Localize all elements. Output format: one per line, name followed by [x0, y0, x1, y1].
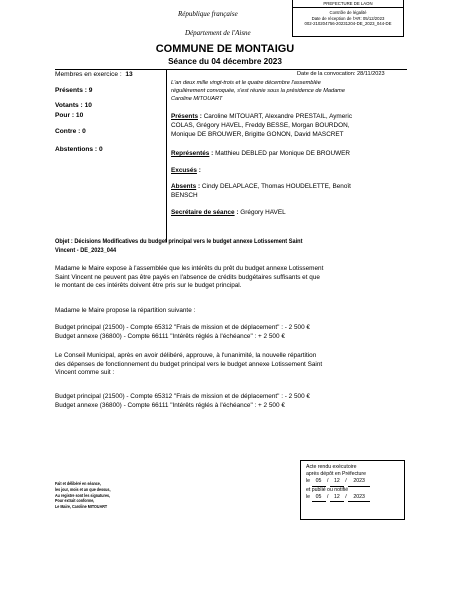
membres-en-exercice: Membres en exercice : 13	[55, 71, 133, 78]
acte-line4: et publié ou notifié	[306, 486, 349, 493]
seance-date: Séance du 04 décembre 2023	[168, 57, 282, 66]
prefecture-stamp	[292, 0, 404, 37]
absents-list: Absents : Cindy DELAPLACE, Thomas HOUDELETTE, Benoît BENSCH	[171, 183, 351, 199]
excuses-list: Excusés :	[171, 167, 201, 174]
acte-line2: après dépôt en Préfecture	[306, 471, 366, 478]
signature-block: Fait et délibéré en séance, les jour, mois et an que dessus, Au registre sont les signatures, Pour extrait conforme, Le Maire, Caroline MITOUART	[55, 481, 111, 510]
header-divider	[55, 69, 407, 70]
date-convocation: Date de la convocation: 28/11/2023	[297, 71, 385, 77]
session-intro: L'an deux mille vingt-trois et le quatre décembre l'assemblée régulièrement convoquée, s'est réunie sous la présidence de Madame Caroline MITOUART	[171, 80, 345, 102]
republique-francaise: République française	[178, 10, 238, 18]
pour-count: Pour : 10	[55, 112, 84, 119]
stamp-date-reception: Date de réception de l'AR: 05/12/2023	[311, 15, 385, 21]
acte-date-depot: le 05 / 12 / 2023	[306, 478, 404, 486]
departement: Département de l'Aisne	[185, 29, 251, 37]
secretaire-seance: Secrétaire de séance : Grégory HAVEL	[171, 209, 286, 216]
stamp-reference: 002-210204756-20231204-DE_2023_044-DE	[304, 21, 392, 27]
paragraph-repartition-adoptee: Budget principal (21500) - Compte 65312 "Frais de mission et de déplacement" : - 2 500 € Budget annexe (36800) - Compte 66111 "Intérêts réglés à l'échéance" : + 2 500 €	[55, 393, 310, 409]
presents-list: Présents : Caroline MITOUART, Alexandre PRESTAIL, Aymeric COLAS, Grégory HAVEL, Freddy BESSE, Morgan BOURDON, Monique DE BROUWER, Brigitte GONON, David MASCRET	[171, 113, 353, 138]
commune-title: COMMUNE DE MONTAIGU	[155, 43, 295, 55]
paragraph-repartition-proposee: Budget principal (21500) - Compte 65312 "Frais de mission et de déplacement" : - 2 500 € Budget annexe (36800) - Compte 66111 "Intérêts réglés à l'échéance" : + 2 500 €	[55, 324, 310, 340]
deliberation-subject: Objet : Décisions Modificatives du budget principal vers le budget annexe Lotissement Saint Vincent - DE_2023_044	[55, 238, 303, 254]
presents-count: Présents : 9	[55, 87, 93, 94]
paragraph-expose: Madame le Maire expose à l'assemblée que les intérêts du prêt du budget annexe Lotissement Saint Vincent ne peuvent pas être payés en l'absence de crédits budgétaires suffisants et que le montant de ces intérêts doivent être pris sur le budget principal.	[55, 265, 324, 290]
acte-executoire-box	[300, 460, 405, 520]
contre-count: Contre : 0	[55, 128, 86, 135]
acte-line1: Acte rendu exécutoire	[306, 464, 357, 470]
abstentions-count: Abstentions : 0	[55, 146, 103, 153]
votants-count: Votants : 10	[55, 102, 92, 109]
paragraph-proposition: Madame le Maire propose la répartition suivante :	[55, 307, 196, 314]
paragraph-decision: Le Conseil Municipal, après en avoir délibéré, approuve, à l'unanimité, la nouvelle répartition des dépenses de fonctionnement du budget principal vers le budget annexe Lotissement Saint Vincent comme suit :	[55, 352, 323, 377]
acte-date-publication: le 05 / 12 / 2023	[306, 494, 404, 502]
column-divider	[166, 69, 167, 242]
stamp-controle: Contrôle de légalité	[329, 10, 367, 15]
stamp-prefecture: PREFECTURE DE LAON	[293, 0, 403, 8]
representes-list: Représentés : Matthieu DEBLED par Monique DE BROUWER	[171, 150, 351, 157]
